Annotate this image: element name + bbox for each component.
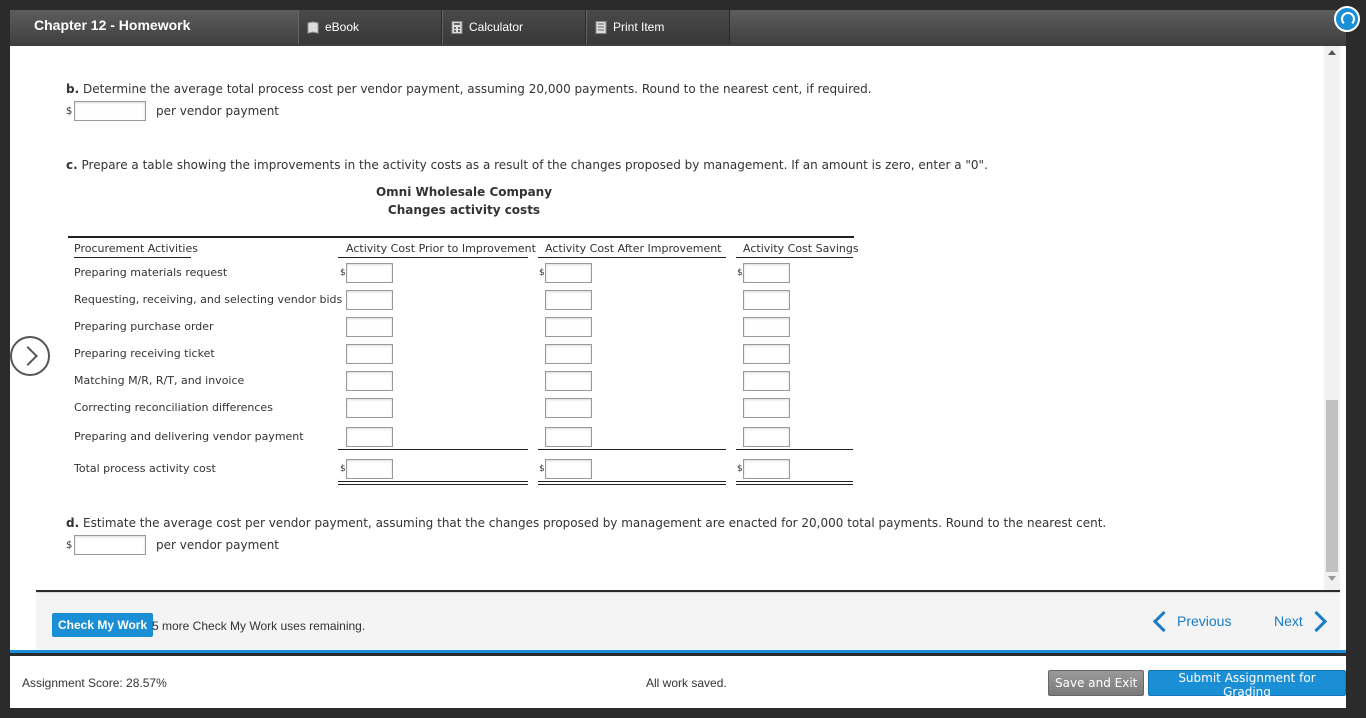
cell-after (539, 263, 592, 283)
part-d-unit: per vendor payment (156, 538, 279, 552)
amount-input-savings[interactable] (743, 263, 790, 283)
row-label: Requesting, receiving, and selecting vendor bids (74, 293, 343, 306)
part-b-text: Determine the average total process cost per vendor payment, assuming 20,000 payments. Round to the nearest cent, if required. (82, 82, 872, 96)
check-my-work-button[interactable]: Check My Work (52, 613, 153, 637)
row-label: Total process activity cost (74, 462, 216, 475)
amount-input-savings[interactable] (743, 290, 790, 310)
col-procurement: Procurement Activities (74, 242, 198, 255)
table-company: Omni Wholesale Company (375, 185, 553, 199)
dollar-sign: $ (539, 464, 545, 474)
col-underline (538, 257, 726, 258)
row-label: Preparing purchase order (74, 320, 214, 333)
amount-input-savings[interactable] (743, 459, 790, 479)
total-double-rule (538, 481, 726, 482)
cell-prior (340, 371, 393, 391)
cell-prior (340, 290, 393, 310)
submit-assignment-button[interactable]: Submit Assignment for Grading (1148, 670, 1346, 696)
cell-savings (737, 459, 790, 479)
col-underline (74, 257, 191, 258)
part-c-text: Prepare a table showing the improvements in the activity costs as a result of the changes proposed by management. If an amount is zero, enter a "0". (81, 158, 988, 172)
cell-savings (737, 263, 790, 283)
cell-savings (737, 317, 790, 337)
col-underline (736, 257, 853, 258)
subtotal-rule (338, 449, 528, 450)
amount-input-savings[interactable] (743, 427, 790, 447)
cell-savings (737, 398, 790, 418)
previous-button[interactable] (1156, 613, 1231, 629)
part-b-letter: b. (66, 82, 80, 96)
expand-arrow-icon[interactable] (10, 336, 50, 376)
part-b-question (66, 82, 872, 96)
part-b-input[interactable] (74, 101, 146, 121)
dollar-sign: $ (539, 268, 545, 278)
amount-input-after[interactable] (545, 398, 592, 418)
chevron-right-icon (1306, 610, 1327, 631)
scroll-thumb[interactable] (1326, 400, 1338, 572)
amount-input-prior[interactable] (346, 459, 393, 479)
cell-after (539, 317, 592, 337)
total-double-rule (338, 481, 528, 482)
assignment-score: Assignment Score: 28.57% (22, 676, 167, 690)
dollar-sign: $ (737, 464, 743, 474)
amount-input-after[interactable] (545, 317, 592, 337)
cell-prior (340, 459, 393, 479)
scroll-down-icon[interactable] (1328, 576, 1336, 581)
table-subtitle: Changes activity costs (387, 203, 541, 217)
dollar-sign: $ (66, 539, 73, 551)
print-icon (595, 21, 607, 34)
total-double-rule (736, 481, 853, 482)
cell-after (539, 290, 592, 310)
scrollbar[interactable] (1324, 46, 1340, 590)
amount-input-after[interactable] (545, 371, 592, 391)
part-b-answer (66, 101, 279, 121)
ebook-label: eBook (325, 20, 360, 34)
calculator-button[interactable] (442, 10, 586, 44)
amount-input-after[interactable] (545, 263, 592, 283)
cell-after (539, 459, 592, 479)
calculator-icon (451, 21, 463, 34)
part-d-letter: d. (66, 516, 80, 530)
cell-prior (340, 317, 393, 337)
print-button[interactable] (586, 10, 730, 44)
part-d-question (66, 516, 1106, 530)
col-underline (338, 257, 528, 258)
row-label: Preparing and delivering vendor payment (74, 430, 304, 443)
amount-input-after[interactable] (545, 290, 592, 310)
part-b-unit: per vendor payment (156, 104, 279, 118)
status-bar (10, 656, 1346, 708)
save-status: All work saved. (646, 676, 727, 690)
total-double-rule (538, 484, 726, 485)
dollar-sign: $ (340, 268, 346, 278)
amount-input-savings[interactable] (743, 398, 790, 418)
row-label: Matching M/R, R/T, and invoice (74, 374, 245, 387)
cell-after (539, 344, 592, 364)
help-icon[interactable] (1334, 6, 1360, 32)
assignment-title: Chapter 12 - Homework (34, 17, 191, 33)
table-top-rule (68, 236, 854, 238)
cell-after (539, 371, 592, 391)
previous-label: Previous (1177, 613, 1232, 629)
amount-input-after[interactable] (545, 459, 592, 479)
next-label: Next (1274, 613, 1303, 629)
save-and-exit-button[interactable]: Save and Exit (1048, 670, 1144, 696)
cell-after (539, 427, 592, 447)
part-d-answer (66, 535, 279, 555)
col-savings: Activity Cost Savings (743, 242, 859, 255)
scroll-up-icon[interactable] (1328, 50, 1336, 55)
check-my-work-remaining: 5 more Check My Work uses remaining. (152, 619, 366, 633)
cell-savings (737, 371, 790, 391)
amount-input-savings[interactable] (743, 317, 790, 337)
book-icon (307, 21, 319, 34)
cell-prior (340, 427, 393, 447)
cell-prior (340, 398, 393, 418)
dollar-sign: $ (66, 105, 73, 117)
row-label: Correcting reconciliation differences (74, 401, 273, 414)
total-double-rule (338, 484, 528, 485)
amount-input-savings[interactable] (743, 371, 790, 391)
amount-input-prior[interactable] (346, 371, 393, 391)
ebook-button[interactable] (298, 10, 442, 44)
total-double-rule (736, 484, 853, 485)
amount-input-prior[interactable] (346, 398, 393, 418)
top-bar (10, 10, 1346, 46)
dollar-sign: $ (737, 268, 743, 278)
amount-input-savings[interactable] (743, 344, 790, 364)
col-prior: Activity Cost Prior to Improvement (346, 242, 536, 255)
next-button[interactable] (1274, 613, 1324, 629)
cell-savings (737, 344, 790, 364)
amount-input-prior[interactable] (346, 344, 393, 364)
amount-input-after[interactable] (545, 344, 592, 364)
subtotal-rule (538, 449, 726, 450)
part-c-question (66, 158, 988, 172)
amount-input-prior[interactable] (346, 290, 393, 310)
cell-prior (340, 263, 393, 283)
footer-bar (36, 592, 1340, 651)
print-label: Print Item (613, 20, 665, 34)
cell-prior (340, 344, 393, 364)
amount-input-prior[interactable] (346, 263, 393, 283)
cell-savings (737, 427, 790, 447)
amount-input-prior[interactable] (346, 317, 393, 337)
row-label: Preparing receiving ticket (74, 347, 215, 360)
cell-after (539, 398, 592, 418)
row-label: Preparing materials request (74, 266, 228, 279)
footer-divider (10, 650, 1346, 653)
calculator-label: Calculator (469, 20, 524, 34)
col-after: Activity Cost After Improvement (545, 242, 722, 255)
amount-input-after[interactable] (545, 427, 592, 447)
part-d-input[interactable] (74, 535, 146, 555)
subtotal-rule (736, 449, 853, 450)
part-d-text: Estimate the average cost per vendor payment, assuming that the changes proposed by management are enacted for 20,000 total payments. Round to the nearest cent. (82, 516, 1107, 530)
right-gutter (1340, 46, 1346, 650)
question-content (36, 46, 1324, 590)
cell-savings (737, 290, 790, 310)
part-c-letter: c. (66, 158, 78, 172)
dollar-sign: $ (340, 464, 346, 474)
amount-input-prior[interactable] (346, 427, 393, 447)
chevron-left-icon (1153, 610, 1174, 631)
